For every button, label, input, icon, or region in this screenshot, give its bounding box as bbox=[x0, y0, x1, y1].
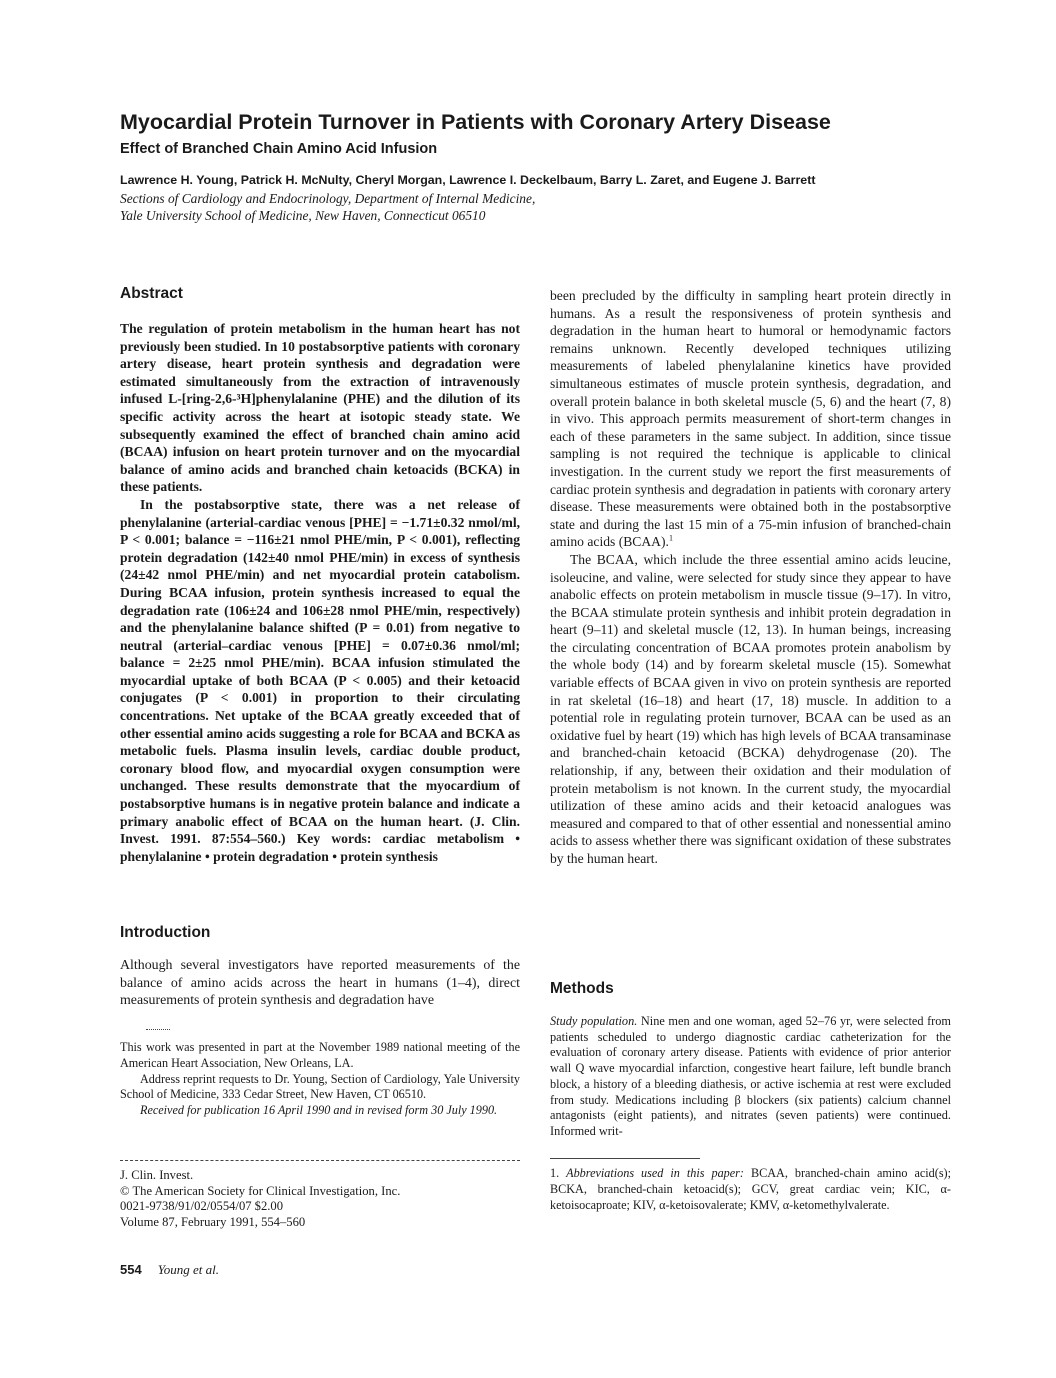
methods-body bbox=[550, 1014, 951, 1140]
citation-issn: 0021-9738/91/02/0554/07 $2.00 bbox=[120, 1199, 284, 1214]
affiliation-line-2: Yale University School of Medicine, New Haven, Connecticut 06510 bbox=[120, 208, 486, 223]
running-head: Young et al. bbox=[157, 1262, 219, 1277]
article-subtitle: Effect of Branched Chain Amino Acid Infusion bbox=[120, 141, 438, 157]
citation-divider bbox=[120, 1160, 520, 1161]
article-notes bbox=[120, 1040, 520, 1119]
footnote-divider bbox=[550, 1158, 700, 1159]
introduction-paragraph-1-start: Although several investigators have reported measurements of the balance of amino acids across the heart in humans (1–4), direct measurements of protein synthesis and degradation have bbox=[120, 958, 520, 1009]
introduction-paragraph-1-cont bbox=[550, 287, 951, 551]
introduction-heading: Introduction bbox=[120, 924, 211, 941]
methods-lead: Study population. bbox=[550, 1014, 638, 1028]
abstract-paragraph-1: The regulation of protein metabolism in the human heart has not previously been studied. In 10 postabsorptive patients with coronary artery disease, heart protein synthesis and degradation were estimated simultaneously from the extraction of intravenously infused L-[ring-2,6-³H]phenylalanine (PHE) and the dilution of its specific activity across the heart at isotopic steady state. We subsequently examined the effect of branched chain amino acid (BCAA) infusion on heart protein turnover and on the myocardial balance of amino acids and branched chain ketoacids (BCKA) in these patients. bbox=[120, 321, 520, 495]
journal-citation bbox=[120, 1168, 520, 1230]
page-number: 554 bbox=[120, 1262, 142, 1277]
citation-volume: Volume 87, February 1991, 554–560 bbox=[120, 1214, 306, 1229]
note-presented: This work was presented in part at the November 1989 national meeting of the American Heart Association, New Orleans, LA. bbox=[120, 1040, 520, 1070]
introduction-paragraph-2: The BCAA, which include the three essential amino acids leucine, isoleucine, and valine, were selected for study since they appear to have anabolic effects on protein metabolism in muscle tissue (9–17). In vitro, the BCAA stimulate protein synthesis and inhibit protein degradation in heart (9–11) and skeletal muscle (12, 13). In human beings, increasing the circulating concentration of BCAA promotes protein anabolism by the whole body (14) and by forearm skeletal muscle (15). Somewhat variable effects of BCAA given in vivo on protein synthesis are reported in rat skeletal (16–18) and heart (17, 18) muscle. In addition to a potential role in regulating protein turnover, BCAA can be used as an oxidative fuel by heart (19) which has high levels of BCAA transaminase and branched-chain ketoacid (BCKA) dehydrogenase (20). The relationship, if any, between their oxidation and their modulation of protein metabolism is not known. In the current study, the myocardial utilization of these amino acids and their ketoacid analogues was measured and compared to that of other essential and nonessential amino acids to assess whether there was significant oxidation of these substrates by the human heart. bbox=[550, 551, 951, 866]
abstract-heading: Abstract bbox=[120, 285, 183, 302]
footnote bbox=[550, 1166, 951, 1213]
introduction-continued bbox=[550, 287, 951, 868]
introduction-paragraph-1-text: been precluded by the difficulty in sampling heart protein directly in humans. As a result the responsiveness of protein synthesis and degradation in the human heart to humoral or hemodynamic factors remains unknown. Recently developed techniques utilizing measurements of labeled phenylalanine kinetics have provided simultaneous estimates of muscle protein synthesis, degradation, and overall protein balance in both skeletal muscle (5, 6) and the heart (7, 8) in vivo. This approach permits measurement of short-term changes in each of these parameters in the same subject. In addition, since tissue sampling is not required the technique is applicable to clinical investigation. In the current study we report the first measurements of cardiac protein synthesis and degradation in patients with coronary artery disease. These measurements were obtained both in the postabsorptive state and during the last 15 min of a 75-min infusion of branched-chain amino acids (BCAA). bbox=[550, 288, 951, 550]
citation-copyright: © The American Society for Clinical Investigation, Inc. bbox=[120, 1183, 401, 1198]
abstract-body bbox=[120, 320, 520, 865]
footnote-reference[interactable]: 1 bbox=[668, 533, 673, 543]
note-reprints: Address reprint requests to Dr. Young, Section of Cardiology, Yale University School of Medicine, 333 Cedar Street, New Haven, CT 06510. bbox=[120, 1071, 520, 1102]
introduction-start bbox=[120, 957, 520, 1010]
citation-journal: J. Clin. Invest. bbox=[120, 1168, 194, 1182]
abstract-paragraph-2: In the postabsorptive state, there was a net release of phenylalanine (arterial-cardiac venous [PHE] = −1.71±0.32 nmol/ml, P < 0.001; balance = −116±21 nmol PHE/min, P < 0.001), reflecting protein degradation (142±40 nmol PHE/min) in excess of synthesis (24±42 nmol PHE/min) and net myocardial protein catabolism. During BCAA infusion, protein synthesis increased to equal the degradation rate (106±24 and 106±28 nmol PHE/min, respectively) and the phenylalanine balance shifted (P = 0.01) from negative to neutral (arterial–cardiac venous [PHE] = 0.07±0.36 nmol/ml; balance = 2±25 nmol PHE/min). BCAA infusion stimulated the myocardial uptake of both BCAA (P < 0.005) and their ketoacid conjugates (P < 0.001) in proportion to their circulating concentrations. Net uptake of the BCAA greatly exceeded that of other essential amino acids suggesting a role for BCAA and BCKA as metabolic fuels. Plasma insulin levels, cardiac double product, coronary blood flow, and myocardial oxygen consumption were unchanged. These results demonstrate that the myocardium of postabsorptive humans is in negative protein balance and indicate a primary anabolic effect of BCAA on the human heart. (J. Clin. Invest. 1991. 87:554–560.) Key words: cardiac metabolism • phenylalanine • protein degradation • protein synthesis bbox=[120, 496, 520, 864]
author-list: Lawrence H. Young, Patrick H. McNulty, Cheryl Morgan, Lawrence I. Deckelbaum, Barry L. Zaret, and Eugene J. Barrett bbox=[120, 173, 816, 187]
methods-paragraph-1 bbox=[550, 1014, 951, 1140]
affiliation bbox=[120, 190, 535, 224]
methods-text: Nine men and one woman, aged 52–76 yr, were selected from patients scheduled to undergo diagnostic cardiac catheterization for the evaluation of coronary artery disease. Patients with evidence of prior anterior wall Q wave myocardial infarction, congestive heart failure, left bundle branch block, a history of a bleeding diathesis, or active ischemia at rest were excluded from study. Medications including β blockers (six patients) calcium channel antagonists (eight patients), and nitrates (seven patients) were continued. Informed writ- bbox=[550, 1014, 951, 1138]
footnote-text: BCAA, branched-chain amino acid(s); BCKA, branched-chain ketoacid(s); GCV, great cardiac vein; KIC, α-ketoisocaproate; KIV, α-ketoisovalerate; KMV, α-ketomethylvalerate. bbox=[550, 1166, 952, 1212]
methods-heading: Methods bbox=[550, 980, 614, 997]
footnote-lead: Abbreviations used in this paper: bbox=[566, 1166, 744, 1180]
footnote-1 bbox=[550, 1166, 951, 1213]
page-footer bbox=[120, 1262, 219, 1278]
note-received: Received for publication 16 April 1990 and in revised form 30 July 1990. bbox=[140, 1103, 498, 1118]
article-title: Myocardial Protein Turnover in Patients with Coronary Artery Disease bbox=[120, 110, 831, 134]
notes-divider bbox=[146, 1029, 170, 1030]
affiliation-line-1: Sections of Cardiology and Endocrinology, Department of Internal Medicine, bbox=[120, 191, 536, 206]
footnote-mark: 1. bbox=[550, 1166, 560, 1180]
